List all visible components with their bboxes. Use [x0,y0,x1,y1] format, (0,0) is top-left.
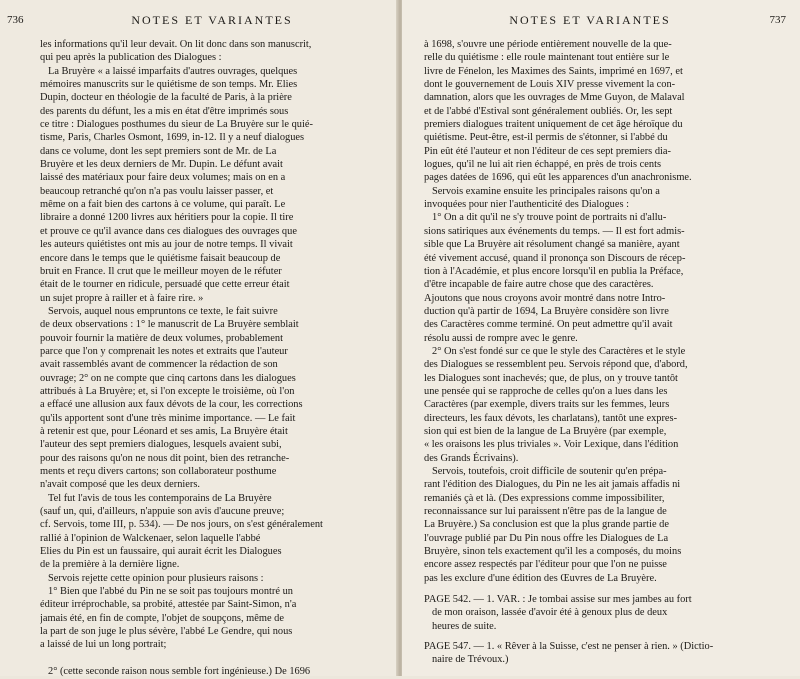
text-line: éditeur irréprochable, sa probité, attestée par Saint-Simon, n'a [40,599,297,611]
text-line: Servois, auquel nous empruntons ce texte, le fait suivre [48,305,278,317]
text-line: des Dialogues se ressemblent peu. Servois répond que, d'abord, [424,359,688,371]
text-line: Dupin, docteur en théologie de la faculté de Paris, à la prière [40,92,292,104]
text-line: une pensée qui se rapproche de celles qu'on a lues dans les [424,385,668,397]
text-line: Bruyère et les deux derniers de Mr. Dupin. Le défunt avait [40,159,283,171]
text-line: l'auteur des sept premiers dialogues, lesquels avaient subi, [40,439,282,451]
text-line: mémoires manuscrits sur le quiétisme de son temps. Mr. Elies [40,79,298,91]
text-line [40,652,384,665]
text-line: un sujet propre à railler et à faire rire. » [40,292,204,304]
text-line: sible que La Bruyère ait résolument changé sa manière, ayant [424,239,680,251]
text-line: tion à l'Académie, et plus encore lorsqu'il en publia la Préface, [424,265,684,277]
text-line: sions satiriques aux événements du temps. — Il est fort admis- [424,225,685,237]
text-line: a effacé une allusion aux faux dévots de la cour, les corrections [40,399,303,411]
text-line: ouvrage; 2° on ne compte que cinq cartons dans les dialogues [40,372,296,384]
text-line: (sauf un, qui, d'ailleurs, n'appuie son avis d'aucune preuve; [40,506,285,518]
text-line: heures de suite. [432,620,497,632]
text-line: à 1698, s'ouvre une période entièrement nouvelle de la que- [424,39,672,50]
variant-note [424,640,756,667]
text-line: naire de Trévoux.) [432,654,509,666]
text-line: l'ouvrage publié par Du Pin nous offre les Dialogues de La [424,532,669,544]
text-line: attribués à La Bruyère; et, si l'on excepte le troisième, où l'on [40,385,295,397]
text-line: même on a fait bien des cartons à ce volume, qui paraît. Le [40,199,286,211]
text-line: damnation, alors que les ouvrages de Mme Guyon, de Malaval [424,92,685,104]
right-running-title: NOTES ET VARIANTES [509,13,671,27]
text-line: ments et reçu divers cartons; son collaborateur posthume [40,466,277,477]
text-line: les auteurs quiétistes ont mis au jour de notre temps. Il vivait [40,239,293,251]
text-line: beaucoup retranché qu'on n'a pas voulu laisser passer, et [40,185,274,197]
text-line: rant l'édition des Dialogues, du Pin ne les ait jamais affadis ni [424,479,681,491]
text-line: a laissé de lui un long portrait; [40,639,167,651]
text-line: à retenir est que, pour Léonard et ses amis, La Bruyère était [40,425,288,437]
text-line: de deux observations : 1° le manuscrit de La Bruyère semblait [40,319,299,331]
left-body-text [40,38,384,679]
right-page [402,0,800,676]
text-line: sion qui est bien de la langue de La Bruyère (par exemple, [424,425,667,437]
left-page [0,0,398,676]
text-line: résolu aussi de rompre avec le genre. [424,332,578,344]
text-line: parce que l'on y comprenait les notes et extraits que l'auteur [40,345,288,357]
text-line: Ajoutons que nous croyons avoir montré dans notre Intro- [424,292,666,304]
text-line: libraire a donné 1200 livres aux héritiers pour la copie. Il tire [40,212,294,224]
text-line: des Caractères comme terminé. On peut admettre qu'il avait [424,319,673,331]
text-line: directeurs, les faux dévots, les charlatans), tantôt une expres- [424,412,678,424]
text-line: rallié à l'opinion de Walckenaer, selon laquelle l'abbé [40,532,261,544]
text-line: encore assez respectés par l'éditeur pour que l'on ne puisse [424,559,667,571]
text-line: des parents du défunt, les a mis en état d'être imprimés sous [40,105,289,117]
left-running-head [7,10,384,32]
text-line: invoquées pour nier l'authenticité des Dialogues : [424,199,630,211]
text-line: 1° On a dit qu'il ne s'y trouve point de portraits ni d'allu- [432,212,667,224]
text-line: et prouve ce qu'il avance dans ces dialogues des ouvrages que [40,225,297,237]
variant-note [424,593,756,633]
text-line: Servois examine ensuite les principales raisons qu'on a [432,185,660,197]
text-line: n'avait composé que les deux derniers. [40,479,200,491]
text-line: dans ce volume, dont les sept premiers sont de Mr. de La [40,145,277,157]
text-line: bruit en France. Il crut que le meilleur moyen de le réfuter [40,265,282,277]
text-line: Caractères (par exemple, divers traits sur les femmes, leurs [424,399,670,411]
text-line: « les oraisons les plus triviales ». Voir Lexique, dans l'édition [424,439,679,451]
text-line: pouvoir fournir la matière de deux volumes, probablement [40,332,283,344]
text-line: quiétisme. Peut-être, est-il permis de s'étonner, si l'abbé du [424,132,668,144]
text-line: des Grands Écrivains). [424,452,519,464]
text-line: laissé des matériaux pour faire deux volumes; mais on en a [40,172,286,184]
text-line: Pin eût été l'auteur et non l'éditeur de ces sept premiers dia- [424,145,671,157]
text-line: relle du quiétisme : elle roule maintenant tout entière sur le [424,52,670,64]
text-line: était de le tourner en ridicule, persuadé que cette erreur était [40,279,290,291]
text-line: les informations qu'il leur devait. On lit donc dans son manuscrit, [40,39,312,50]
text-line: avait rassemblés avant de commencer la rédaction de son [40,359,278,371]
text-line: de mon oraison, lassée d'avoir été à genoux plus de deux [432,607,668,619]
text-line: d'être incapable de faire autre chose que des caractères. [424,279,654,291]
text-line: La Bruyère « a laissé imparfaits d'autres ouvrages, quelques [48,65,298,77]
text-line: été vivement accusé, quand il prononça son Discours de récep- [424,252,686,264]
text-line: Tel fut l'avis de tous les contemporains de La Bruyère [48,492,272,504]
text-line: 2° On s'est fondé sur ce que le style des Caractères et le style [432,345,686,357]
text-line: ce titre : Dialogues posthumes du sieur de La Bruyère sur le quié- [40,119,313,131]
right-body-text [424,38,756,585]
text-line: la part de son juge le plus sévère, l'abbé Le Gendre, qui nous [40,626,293,638]
text-line: Servois rejette cette opinion pour plusieurs raisons : [48,572,264,584]
text-line: de la première à la dernière ligne. [40,559,180,571]
text-line: remaniés çà et là. (Des expressions comme impossibiliter, [424,492,665,504]
text-line: 1° Bien que l'abbé du Pin ne se soit pas toujours montré un [48,586,293,598]
right-page-number: 737 [769,14,786,26]
text-line: reconnaissance sur lui paraissent n'être pas de la langue de [424,506,667,518]
text-line: cf. Servois, tome III, p. 534). — De nos jours, on s'est généralement [40,519,323,531]
text-line: jamais été, en fin de compte, l'objet de soupçons, même de [40,612,284,624]
text-line: duction qu'à partir de 1694, La Bruyère considère son livre [424,305,669,317]
text-line: livre de Fénelon, les Maximes des Saints, imprimé en 1697, et [424,65,683,77]
text-line: les Dialogues sont inachevés; que, de plus, on y trouve tantôt [424,372,678,384]
right-running-head [424,10,786,32]
left-page-number: 736 [7,14,24,26]
text-line: Servois, toutefois, croit difficile de soutenir qu'en prépa- [432,466,667,477]
text-line: qui peu après la publication des Dialogues : [40,52,222,64]
text-line: encore dans le temps que le quiétisme faisait beaucoup de [40,252,281,264]
text-line: PAGE 542. — 1. VAR. : Je tombai assise sur mes jambes au fort [424,594,692,606]
text-line: premiers dialogues traitent uniquement de cet âge héroïque du [424,119,683,131]
text-line: logues, qu'il ne lui ait rien échappé, en près de trois cents [424,159,662,171]
text-line: et de l'abbé d'Estival sont généralement oubliés. Or, les sept [424,105,673,117]
text-line: PAGE 547. — 1. « Rêver à la Suisse, c'est ne penser à rien. » (Dictio- [424,641,714,653]
variant-notes [424,593,756,667]
text-line: qu'ils apportent sont d'une très minime importance. — Le fait [40,412,296,424]
text-line: pour des raisons qu'on ne nous dit point, bien des retranche- [40,452,290,464]
left-running-title: NOTES ET VARIANTES [131,13,293,27]
text-line: 2° (cette seconde raison nous semble fort ingénieuse.) De 1696 [48,666,311,678]
text-line: Bruyère, sinon tels exactement qu'il les a composés, du moins [424,546,682,558]
text-line: pages datées de 1696, qui eût les apparences d'un anachronisme. [424,172,692,184]
text-line: La Bruyère.) Sa conclusion est que la plus grande partie de [424,519,669,531]
text-line: pas les exclure d'une édition des Œuvres de La Bruyère. [424,572,657,584]
text-line: dont le gouvernement de Louis XIV presse vivement la con- [424,79,676,91]
note-spacer [424,633,756,640]
text-line: Elies du Pin est un faussaire, qui aurait écrit les Dialogues [40,546,282,558]
text-line: tisme, Paris, Charles Osmont, 1699, in-12. Il y a neuf dialogues [40,132,305,144]
